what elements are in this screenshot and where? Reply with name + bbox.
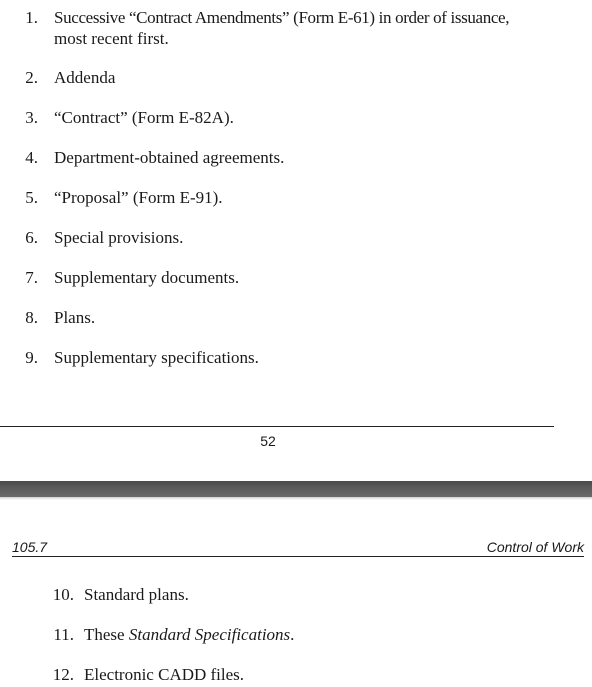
list-number: 6. xyxy=(25,228,38,247)
footer-rule xyxy=(0,426,554,427)
list-number: 4. xyxy=(25,148,38,167)
list-item-text: Electronic CADD files. xyxy=(84,665,245,684)
list-number: 1. xyxy=(25,8,38,27)
list-item-text: Supplementary specifications. xyxy=(54,348,259,367)
list-item-text: “Proposal” (Form E-91). xyxy=(54,188,223,207)
list-number: 7. xyxy=(25,268,38,287)
list-item-text-prefix: These xyxy=(84,625,129,644)
list-number: 12. xyxy=(52,665,74,684)
list-number: 3. xyxy=(25,108,38,127)
list-item-text: Plans. xyxy=(54,308,96,327)
list-item-text: Supplementary documents. xyxy=(54,268,240,287)
list-item-text: Standard plans. xyxy=(84,585,189,604)
list-item-text-suffix: . xyxy=(290,625,295,644)
list-item-text: Special provisions. xyxy=(54,228,184,247)
list-item-text: “Contract” (Form E-82A). xyxy=(54,108,234,127)
list-item-text: Addenda xyxy=(54,68,116,87)
list-item-text xyxy=(84,624,294,646)
page-number: 52 xyxy=(260,433,276,449)
list-number: 2. xyxy=(25,68,38,87)
running-header-section: 105.7 xyxy=(12,539,48,555)
list-item-text: Successive “Contract Amendments” (Form E-61) in order of issuance, xyxy=(54,8,510,27)
list-number: 5. xyxy=(25,188,38,207)
document-title-italic: Standard Specifications xyxy=(128,625,291,644)
list-number: 11. xyxy=(53,625,74,644)
list-item-text: Department-obtained agreements. xyxy=(54,148,285,167)
list-number: 10. xyxy=(52,585,74,604)
running-header-title: Control of Work xyxy=(486,539,584,555)
page-separator-shadow xyxy=(0,497,592,500)
list-number: 9. xyxy=(25,348,38,367)
list-number: 8. xyxy=(25,308,38,327)
header-rule xyxy=(12,556,584,557)
list-item-text-continued: most recent first. xyxy=(54,29,169,48)
page-separator xyxy=(0,481,592,497)
